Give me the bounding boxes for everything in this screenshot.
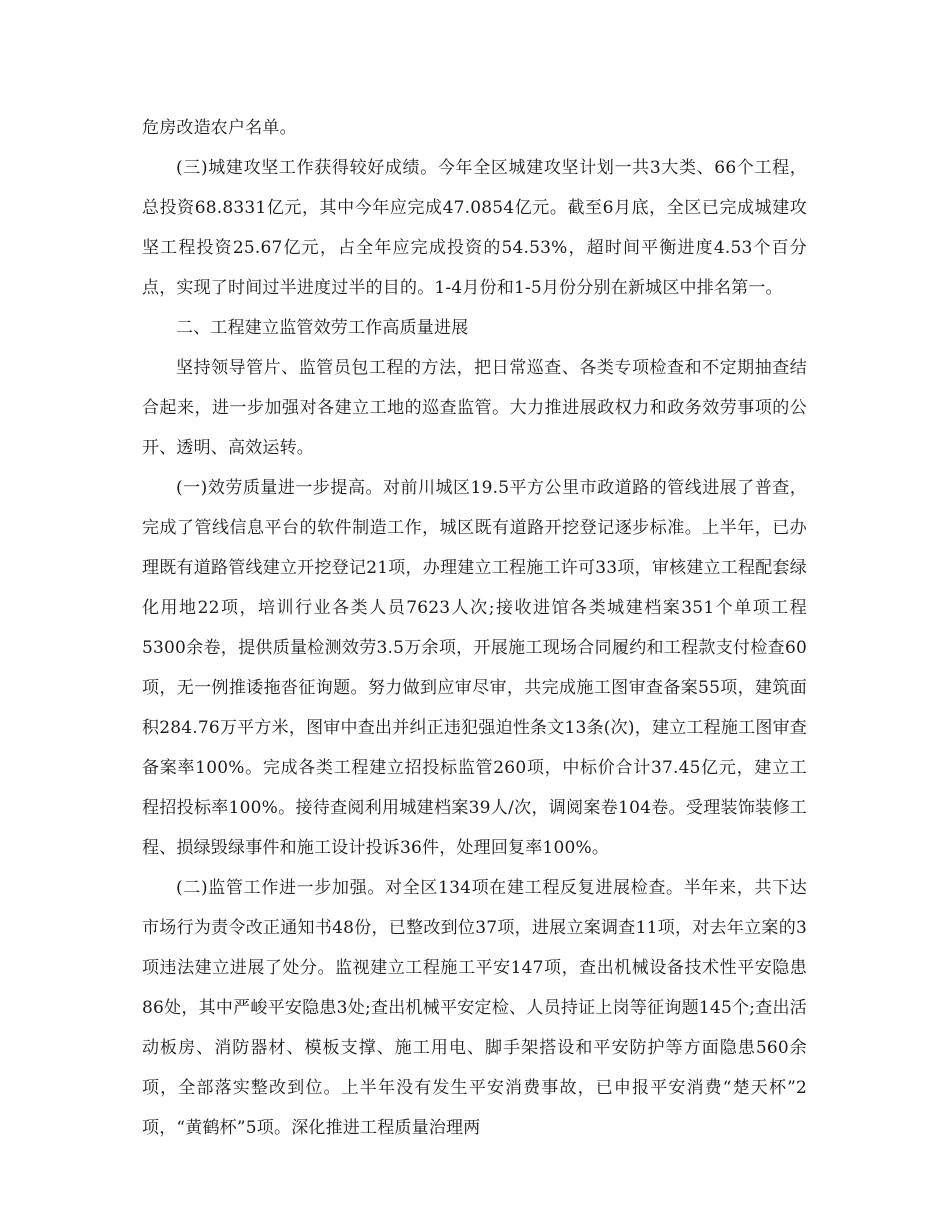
paragraph-supervision-intro: 坚持领导管片、监管员包工程的方法，把日常巡查、各类专项检查和不定期抽查结合起来，进一步加强对各建立工地的巡查监管。大力推进展政权力和政务效劳事项的公开、透明、高效运转。: [142, 358, 807, 458]
paragraph-service-quality: (一)效劳质量进一步提高。对前川城区19.5平方公里市政道路的管线进展了普查，完成了管线信息平台的软件制造工作，城区既有道路开挖登记逐步标准。上半年，已办理既有道路管线建立开挖登记21项，办理建立工程施工许可33项，审核建立工程配套绿化用地22项，培训行业各类人员7623人次;接收进馆各类城建档案351个单项工程5300余卷，提供质量检测效劳3.5万余项，开展施工现场合同履约和工程款支付检查60项，无一例推诿拖沓征询题。努力做到应审尽审，共完成施工图审查备案55项，建筑面积284.76万平方米，图审中查出并纠正违犯强迫性条文13条(次)，建立工程施工图审查备案率100%。完成各类工程建立招投标监管260项，中标价合计37.45亿元，建立工程招投标率100%。接待查阅利用城建档案39人/次，调阅案卷104卷。受理装饰装修工程、损绿毁绿事件和施工设计投诉36件，处理回复率100%。: [142, 478, 807, 858]
paragraph-urban-construction: (三)城建攻坚工作获得较好成绩。今年全区城建攻坚计划一共3大类、66个工程，总投资68.8331亿元，其中今年应完成47.0854亿元。截至6月底，全区已完成城建攻坚工程投资25.67亿元，占全年应完成投资的54.53%，超时间平衡进度4.53个百分点，实现了时间过半进度过半的目的。1-4月份和1-5月份分别在新城区中排名第一。: [142, 158, 807, 298]
section-heading-supervision: 二、工程建立监管效劳工作高质量进展: [176, 318, 469, 338]
paragraph-supervision-work: (二)监管工作进一步加强。对全区134项在建工程反复进展检查。半年来，共下达市场行为责令改正通知书48份，已整改到位37项，进展立案调查11项，对去年立案的3项违法建立进展了处分。监视建立工程施工平安147项，查出机械设备技术性平安隐患86处，其中严峻平安隐患3处;查出机械平安定检、人员持证上岗等征询题145个;查出活动板房、消防器材、模板支撑、施工用电、脚手架搭设和平安防护等方面隐患560余项，全部落实整改到位。上半年没有发生平安消费事故，已申报平安消费“楚天杯”2项，“黄鹤杯”5项。深化推进工程质量治理两: [142, 878, 807, 1138]
document-body: [142, 108, 807, 1148]
paragraph-continuation: 危房改造农户名单。: [142, 118, 297, 138]
